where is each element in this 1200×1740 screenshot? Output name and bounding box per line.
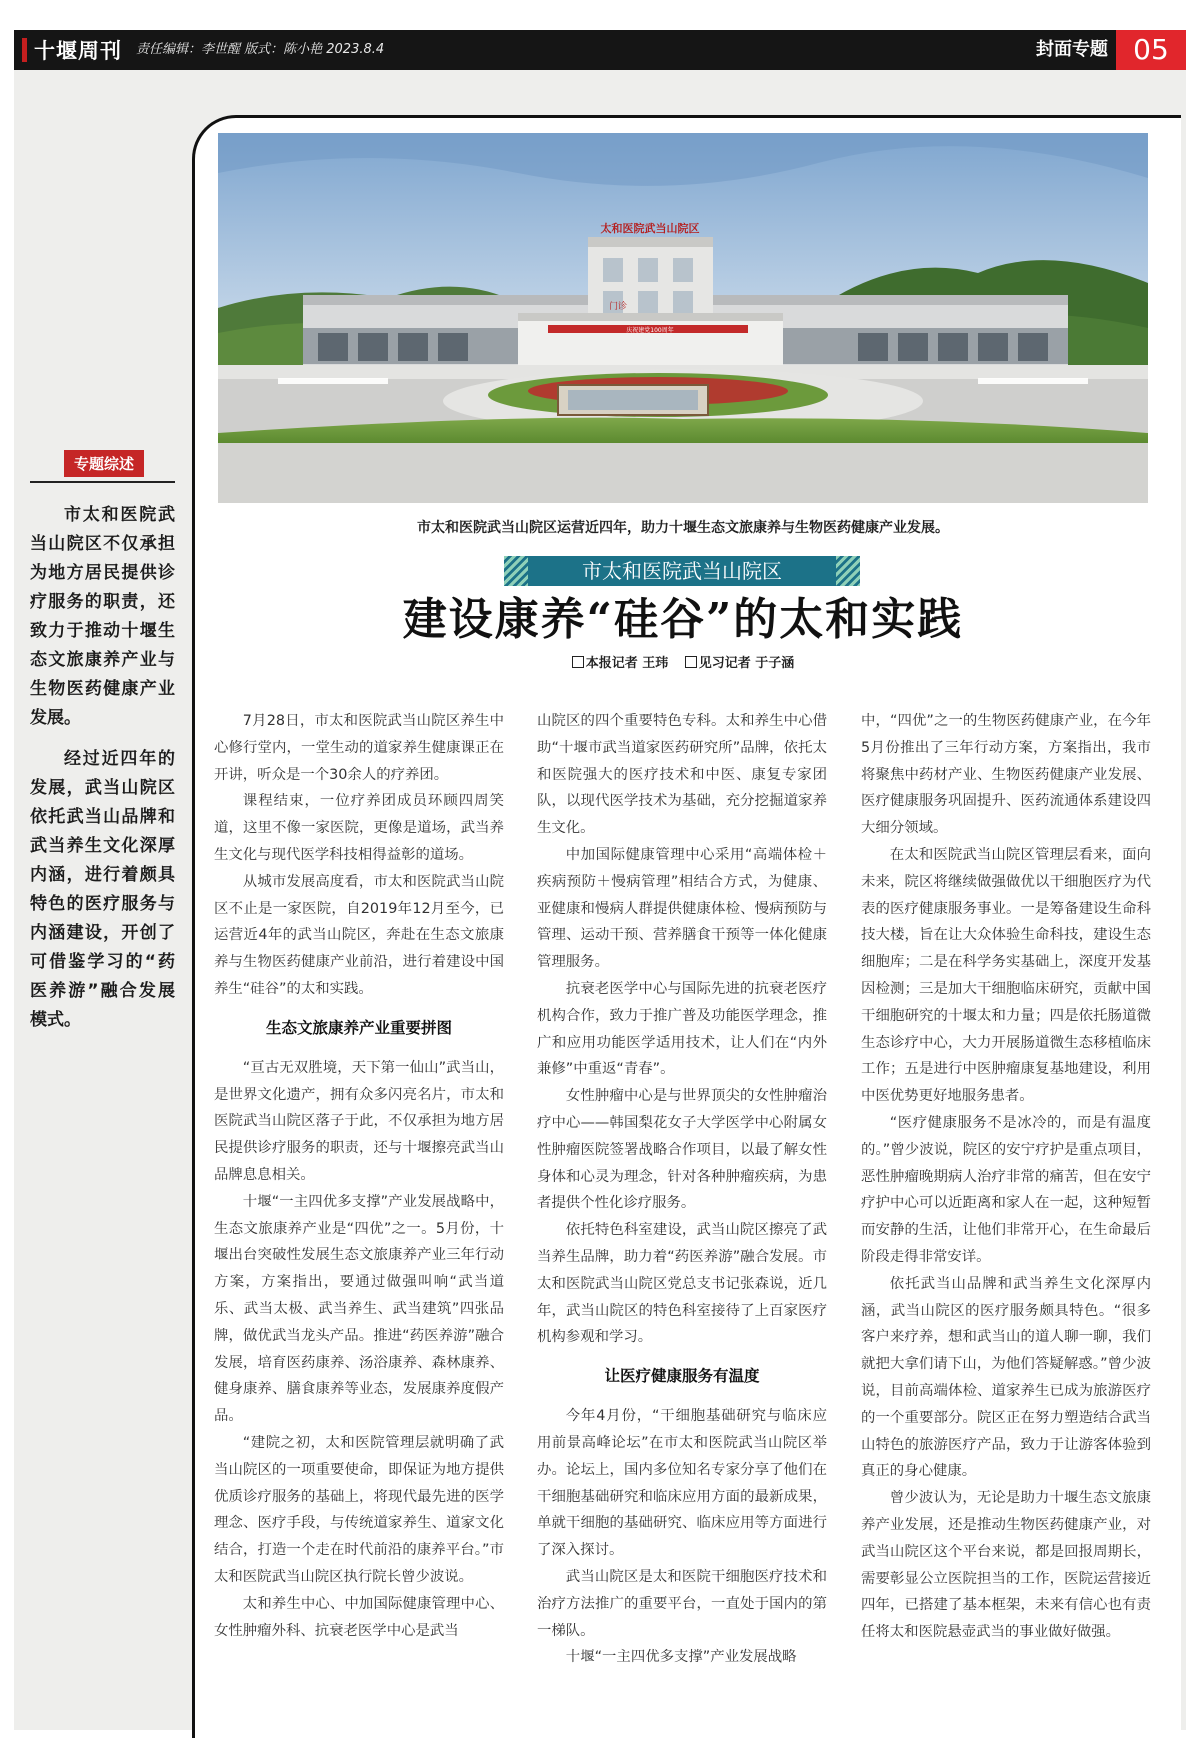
- paragraph: 课程结束，一位疗养团成员环顾四周笑道，这里不像一家医院，更像是道场，武当养生文化与现代医学科技相得益彰的道场。: [214, 793, 504, 863]
- photo-caption: 市太和医院武当山院区运营近四年，助力十堰生态文旅康养与生物医药健康产业发展。: [417, 520, 949, 536]
- paragraph: 中加国际健康管理中心采用“高端体检＋疾病预防＋慢病管理”相结合方式，为健康、亚健康和慢病人群提供健康体检、慢病预防与管理、运动干预、营养膳食干预等一体化健康管理服务。: [537, 846, 827, 971]
- article-column-3: [861, 708, 1151, 1646]
- kicker-stripe-right-icon: [836, 556, 860, 586]
- byline: [218, 652, 1148, 671]
- masthead-bar-icon: [22, 38, 27, 62]
- hospital-illustration: [218, 133, 1148, 503]
- kicker-text: 市太和医院武当山院区: [504, 556, 860, 586]
- article-title: 建设康养“硅谷”的太和实践: [402, 594, 964, 645]
- paragraph: 武当山院区是太和医院干细胞医疗技术和治疗方法推广的重要平台，一直处于国内的第一梯队。: [537, 1568, 827, 1639]
- paragraph: 十堰“一主四优多支撑”产业发展战略中，生态文旅康养产业是“四优”之一。5月份，十堰出台突破性发展生态文旅康养产业三年行动方案，方案指出，要通过做强叫响“武当道乐、武当太极、武当养生、武当建筑”四张品牌，做优武当龙头产品。推进“药医养游”融合发展，培育医药康养、汤浴康养、森林康养、健身康养、膳食康养等业态，发展康养度假产品。: [214, 1193, 504, 1425]
- sidebar-summary: [30, 450, 175, 1035]
- box-icon: [572, 656, 584, 668]
- paragraph: “亘古无双胜境，天下第一仙山”武当山，是世界文化遗产，拥有众多闪亮名片，市太和医院武当山院区落子于此，不仅承担为地方居民提供诊疗服务的职责，还与十堰擦亮武当山品牌息息相关。: [214, 1059, 504, 1183]
- subheading: 生态文旅康养产业重要拼图: [265, 1018, 452, 1037]
- kicker-banner: [504, 556, 860, 586]
- paragraph: 今年4月份，“干细胞基础研究与临床应用前景高峰论坛”在市太和医院武当山院区举办。论坛上，国内多位知名专家分享了他们在干细胞基础研究和临床应用方面的最新成果，单就干细胞的基础研究、临床应用等方面进行了深入探讨。: [537, 1408, 827, 1559]
- paragraph: 依托特色科室建设，武当山院区擦亮了武当养生品牌，助力着“药医养游”融合发展。市太和医院武当山院区党总支书记张森说，近几年，武当山院区的特色科室接待了上百家医疗机构参观和学习。: [537, 1222, 827, 1346]
- masthead-title: 十堰周刊: [34, 38, 122, 63]
- paragraph: 7月28日，市太和医院武当山院区养生中心修行堂内，一堂生动的道家养生健康课正在开讲，听众是一个30余人的疗养团。: [214, 713, 504, 783]
- editor-credits: 责任编辑：李世醒 版式：陈小艳 2023.8.4: [136, 42, 385, 57]
- page-header: [14, 30, 1186, 70]
- box-icon: [685, 656, 697, 668]
- kicker-stripe-left-icon: [504, 556, 528, 586]
- article-column-2: [537, 708, 827, 1671]
- paragraph: 中，“四优”之一的生物医药健康产业，在今年5月份推出了三年行动方案，方案指出，我市将聚焦中药材产业、生物医药健康产业发展、医疗健康服务巩固提升、医药流通体系建设四大细分领域。: [861, 713, 1151, 837]
- gate-label-text: 门诊: [608, 302, 628, 312]
- paragraph: 曾少波认为，无论是助力十堰生态文旅康养产业发展，还是推动生物医药健康产业，对武当山院区这个平台来说，都是回报周期长，需要彰显公立医院担当的工作，医院运营接近四年，已搭建了基本框架，未来有信心也有责任将太和医院悬壶武当的事业做好做强。: [861, 1490, 1151, 1641]
- paragraph: 女性肿瘤中心是与世界顶尖的女性肿瘤治疗中心——韩国梨花女子大学医学中心附属女性肿瘤医院签署战略合作项目，以最了解女性身体和心灵为理念，针对各种肿瘤疾病，为患者提供个性化诊疗服务。: [537, 1088, 827, 1212]
- hospital-sign-text: 太和医院武当山院区: [600, 222, 700, 235]
- banner-text: 庆祝建党100周年: [626, 327, 674, 334]
- subheading: 让医疗健康服务有温度: [604, 1367, 760, 1386]
- paragraph: 太和养生中心、中加国际健康管理中心、女性肿瘤外科、抗衰老医学中心是武当: [214, 1595, 504, 1639]
- article-column-1: [214, 708, 504, 1644]
- byline-reporter: 本报记者 王玮: [572, 656, 669, 671]
- sidebar-rule: [30, 481, 175, 483]
- section-label: 封面专题: [1036, 39, 1108, 60]
- sidebar-tag: 专题综述: [64, 450, 144, 477]
- paragraph: 山院区的四个重要特色专科。太和养生中心借助“十堰市武当道家医药研究所”品牌，依托太和医院强大的医疗技术和中医、康复专家团队，以现代医学技术为基础，充分挖掘道家养生文化。: [537, 713, 827, 837]
- paragraph: 从城市发展高度看，市太和医院武当山院区不止是一家医院，自2019年12月至今，已运营近4年的武当山院区，奔赴在生态文旅康养与生物医药健康产业前沿，进行着建设中国养生“硅谷”的太和实践。: [214, 873, 504, 997]
- paragraph: “建院之初，太和医院管理层就明确了武当山院区的一项重要使命，即保证为地方提供优质诊疗服务的基础上，将现代最先进的医学理念、医疗手段，与传统道家养生、道家文化结合，打造一个走在时代前沿的康养平台。”市太和医院武当山院区执行院长曾少波说。: [214, 1434, 504, 1585]
- hospital-photo: [218, 133, 1148, 503]
- page-number: 05: [1116, 30, 1186, 70]
- sidebar-paragraph: 市太和医院武当山院区不仅承担为地方居民提供诊疗服务的职责，还致力于推动十堰生态文旅康养产业与生物医药健康产业发展。: [30, 505, 175, 728]
- paragraph: 十堰“一主四优多支撑”产业发展战略: [565, 1649, 797, 1666]
- paragraph: “医疗健康服务不是冰冷的，而是有温度的。”曾少波说，院区的安宁疗护是重点项目，恶性肿瘤晚期病人治疗非常的痛苦，但在安宁疗护中心可以近距离和家人在一起，这种短暂而安静的生活，让他们非常开心，在生命最后阶段走得非常安详。: [861, 1114, 1151, 1265]
- byline-intern: 见习记者 于子涵: [685, 656, 795, 671]
- sidebar-paragraph: 经过近四年的发展，武当山院区依托武当山品牌和武当养生文化深厚内涵，进行着颇具特色的医疗服务与内涵建设，开创了可借鉴学习的“药医养游”融合发展模式。: [30, 749, 175, 1030]
- paragraph: 依托武当山品牌和武当养生文化深厚内涵，武当山院区的医疗服务颇具特色。“很多客户来疗养，想和武当山的道人聊一聊，我们就把大拿们请下山，为他们答疑解惑。”曾少波说，目前高端体检、道家养生已成为旅游医疗的一个重要部分。院区正在努力塑造结合武当山特色的旅游医疗产品，致力于让游客体验到真正的身心健康。: [861, 1275, 1151, 1480]
- paragraph: 在太和医院武当山院区管理层看来，面向未来，院区将继续做强做优以干细胞医疗为代表的医疗健康服务事业。一是筹备建设生命科技大楼，旨在让大众体验生命科技，建设生态细胞库；二是在科学务实基础上，深度开发基因检测；三是加大干细胞临床研究，贡献中国干细胞研究的十堰太和力量；四是依托肠道微生态诊疗中心，大力开展肠道微生态移植临床工作；五是进行中医肿瘤康复基地建设，利用中医优势更好地服务患者。: [861, 846, 1151, 1105]
- masthead: [14, 30, 132, 70]
- paragraph: 抗衰老医学中心与国际先进的抗衰老医疗机构合作，致力于推广普及功能医学理念，推广和应用功能医学适用技术，让人们在“内外兼修”中重返“青春”。: [537, 980, 827, 1078]
